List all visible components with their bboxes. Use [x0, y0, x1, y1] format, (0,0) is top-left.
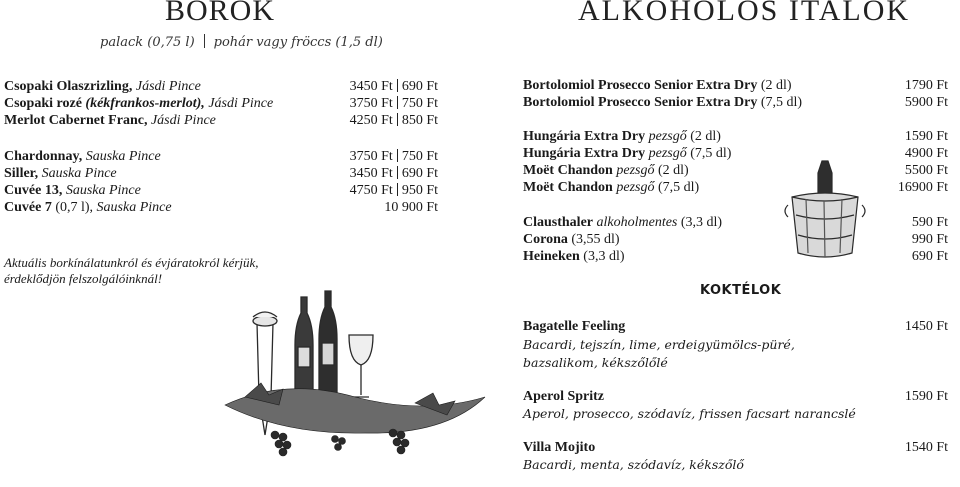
glass-price: 690 Ft	[401, 166, 438, 181]
drink-item	[523, 214, 722, 231]
glass-price: 690 Ft	[401, 79, 438, 94]
drink-price: 4900 Ft	[904, 146, 948, 161]
drink-volume: (3,55 dl)	[567, 232, 620, 247]
drink-name: Hungária Extra Dry	[523, 129, 646, 144]
glass-price: 750 Ft	[401, 149, 438, 164]
glass-price: 950 Ft	[401, 183, 438, 198]
drink-price: 690 Ft	[911, 249, 948, 264]
cocktail-desc: Aperol, prosecco, szódavíz, frissen facsart narancslé	[523, 406, 856, 421]
separator-bar	[397, 113, 398, 126]
drink-price: 5500 Ft	[904, 163, 948, 178]
drink-item	[523, 77, 792, 94]
alkoholos-italok-heading: ALKOHOLOS ITALOK	[578, 0, 911, 27]
separator-bar	[397, 96, 398, 109]
drink-price: 1790 Ft	[904, 78, 948, 93]
drink-kind: alkoholmentes	[593, 215, 678, 230]
wine-extra: Jásdi Pince	[204, 96, 274, 111]
drink-name: Heineken	[523, 249, 580, 264]
wine-maker: Jásdi Pince	[147, 113, 216, 128]
wine-item	[4, 165, 117, 182]
cocktail-name: Bagatelle Feeling	[523, 319, 626, 334]
wine-name: Cuvée 13,	[4, 183, 63, 198]
wine-bottles-illustration	[215, 285, 505, 485]
wine-name: Csopaki Olaszrizling,	[4, 79, 133, 94]
cocktail-desc: Bacardi, menta, szódavíz, kékszőlő	[523, 457, 744, 472]
drink-volume: (7,5 dl)	[654, 180, 700, 195]
wine-maker: Jásdi Pince	[132, 79, 201, 94]
drink-name: Moët Chandon	[523, 163, 613, 178]
drink-item	[523, 128, 721, 145]
wine-maker: (kékfrankos-merlot),	[81, 96, 205, 111]
cocktail-name: Villa Mojito	[523, 440, 596, 455]
separator-bar	[397, 166, 398, 179]
drink-volume: (7,5 dl)	[686, 146, 732, 161]
glass-price: 750 Ft	[401, 96, 438, 111]
wine-item	[4, 78, 201, 95]
drink-item	[523, 231, 620, 248]
wine-maker: Sauska Pince	[38, 166, 117, 181]
wine-item	[4, 148, 161, 165]
wine-maker: Sauska Pince	[82, 149, 161, 164]
separator-bar	[204, 34, 205, 48]
wine-name: Siller,	[4, 166, 39, 181]
champagne-bucket-illustration	[778, 153, 868, 263]
separator-bar	[397, 183, 398, 196]
drink-volume: (3,3 dl)	[677, 215, 723, 230]
drink-volume: (2 dl)	[686, 129, 721, 144]
wine-price	[350, 148, 438, 165]
drink-name: Hungária Extra Dry	[523, 146, 646, 161]
separator-bar	[397, 149, 398, 162]
koktelok-heading: KOKTÉLOK	[700, 283, 782, 298]
drink-price: 16900 Ft	[897, 180, 948, 195]
bottle-price: 10 900 Ft	[384, 200, 438, 215]
drink-name: Corona	[523, 232, 568, 247]
bottle-price: 4750 Ft	[349, 183, 393, 198]
cocktail-desc: bazsalikom, kékszőlőlé	[523, 355, 668, 370]
bottle-price: 3750 Ft	[349, 96, 393, 111]
drink-kind: pezsgő	[612, 163, 655, 178]
wine-price	[350, 182, 438, 199]
wine-price	[350, 112, 438, 129]
drink-item	[523, 248, 625, 265]
borok-subtitle	[100, 34, 383, 50]
wine-item	[4, 95, 273, 112]
glass-price: 850 Ft	[401, 113, 438, 128]
cocktail-name: Aperol Spritz	[523, 389, 605, 404]
cocktail-price: 1590 Ft	[904, 389, 948, 404]
wine-item	[4, 182, 141, 199]
drink-name: Bortolomiol Prosecco Senior Extra Dry	[523, 78, 758, 93]
wine-name: Merlot Cabernet Franc,	[4, 113, 148, 128]
wine-name: Csopaki rozé	[4, 96, 82, 111]
bottle-price: 3450 Ft	[349, 166, 393, 181]
drink-item	[523, 145, 731, 162]
wine-name: Chardonnay,	[4, 149, 83, 164]
drink-item	[523, 162, 689, 179]
wine-price	[350, 95, 438, 112]
drink-price: 590 Ft	[911, 215, 948, 230]
bottle-size-label: palack (0,75 l)	[100, 35, 195, 50]
drink-volume: (2 dl)	[757, 78, 792, 93]
drink-kind: pezsgő	[645, 146, 687, 161]
drink-volume: (7,5 dl)	[757, 95, 803, 110]
wine-price	[350, 78, 438, 95]
wine-maker: Sauska Pince	[62, 183, 141, 198]
wine-name: Cuvée 7	[4, 200, 52, 215]
wine-item	[4, 199, 172, 216]
drink-kind: pezsgő	[612, 180, 655, 195]
wine-price	[350, 165, 438, 182]
drink-kind: pezsgő	[645, 129, 687, 144]
cocktail-desc: Bacardi, tejszín, lime, erdeigyümölcs-püré,	[523, 337, 795, 352]
bottle-price: 3750 Ft	[349, 149, 393, 164]
drink-price: 1590 Ft	[904, 129, 948, 144]
wine-note: Aktuális borkínálatunkról és évjáratokról kérjük, érdeklődjön felszolgálóinknál!	[4, 255, 259, 286]
wine-maker: (0,7 l),	[51, 200, 94, 215]
wine-price	[384, 199, 438, 216]
wine-item	[4, 112, 216, 129]
drink-name: Bortolomiol Prosecco Senior Extra Dry	[523, 95, 758, 110]
drink-name: Moët Chandon	[523, 180, 613, 195]
cocktail-price: 1540 Ft	[904, 440, 948, 455]
drink-price: 990 Ft	[911, 232, 948, 247]
drink-item	[523, 179, 699, 196]
drink-item	[523, 94, 802, 111]
drink-price: 5900 Ft	[904, 95, 948, 110]
bottle-price: 3450 Ft	[349, 79, 393, 94]
glass-size-label: pohár vagy fröccs (1,5 dl)	[213, 35, 383, 50]
bottle-price: 4250 Ft	[349, 113, 393, 128]
borok-heading: BOROK	[165, 0, 276, 27]
wine-extra: Sauska Pince	[93, 200, 172, 215]
drink-volume: (3,3 dl)	[579, 249, 625, 264]
separator-bar	[397, 79, 398, 92]
cocktail-price: 1450 Ft	[904, 319, 948, 334]
drink-name: Clausthaler	[523, 215, 593, 230]
drink-volume: (2 dl)	[654, 163, 689, 178]
